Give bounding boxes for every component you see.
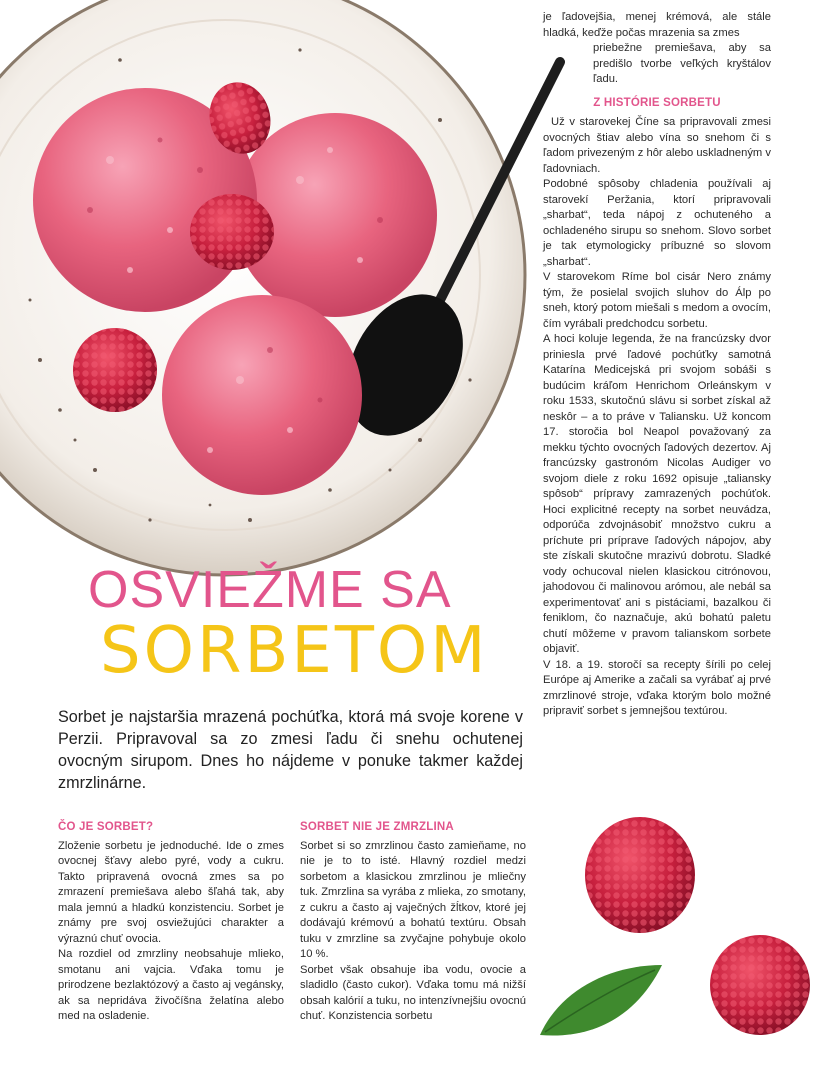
section-heading: SORBET NIE JE ZMRZLINA — [300, 821, 454, 833]
section-sorbet-not-ice-cream — [300, 820, 526, 1025]
paragraph: V starovekom Ríme bol cisár Nero známy tým, že posielal svojich sluhov do Álp po sneh, ktorý potom miešali s medom a ovocím, čím vyrábali predchodcu sorbetu. — [543, 271, 771, 330]
title-line-1: OSVIEŽME SA — [88, 561, 452, 619]
section-what-is-sorbet — [58, 820, 284, 1025]
paragraph: V 18. a 19. storočí sa recepty šírili po celej Európe aj Amerike a začali sa vyrábať aj prvé zmrzlinové stroje, vďaka ktorým bolo možné pripraviť sorbet s jemnejšou textúrou. — [543, 658, 771, 717]
paragraph: Už v starovekej Číne sa pripravovali zmesi ovocných štiav alebo vína so snehom či s ľadom privezeným z hôr alebo uskladneným v ľadovniach. — [543, 116, 771, 175]
paragraph: Zloženie sorbetu je jednoduché. Ide o zmes ovocnej šťavy alebo pyré, vody a cukru. Takto pripravená ovocná zmes sa po zmrazení premiešava alebo šľahá tak, aby mala jemnú a hladkú konzistenciu. Sorbet je známy pre svoj osviežujúci charakter a výraznú chuť ovocia. — [58, 839, 284, 945]
paragraph: Sorbet však obsahuje iba vodu, ovocie a sladidlo (často cukor). Vďaka tomu má nižší obsah kalórií a tuku, no intenzívnejšiu ovocnú chuť. Konzistencia sorbetu — [300, 963, 526, 1022]
title-line-2: SORBETOM — [100, 614, 489, 688]
lead-paragraph: Sorbet je najstaršia mrazená pochúťka, ktorá má svoje korene v Perzii. Pripravoval sa zo zmesi ľadu či snehu ochutenej ovocným sirupom. Dnes ho nájdeme v ponuke takmer každej zmrzlinárne. — [58, 708, 523, 792]
paragraph: Na rozdiel od zmrzliny neobsahuje mlieko, smotanu ani vajcia. Vďaka tomu je prirodzene bezlaktózový a často aj vegánsky, ak sa nepridáva živočíšna želatína alebo med na osladenie. — [58, 948, 284, 1022]
continuation-text: je ľadovejšia, menej krémová, ale stále hladká, keďže počas mrazenia sa zmes — [543, 11, 771, 39]
continuation-text: priebežne premiešava, aby sa predišlo tvorbe veľkých kryštálov ľadu. — [593, 42, 771, 85]
loose-raspberries — [540, 817, 810, 1036]
paragraph: A hoci koluje legenda, že na francúzsky dvor priniesla prvé ľadové pochúťky samotná Katarína Medicejská pri svojom sobáši s budúcim kráľom Henrichom Orleánskym v roku 1533, skutočnú slávu si sorbet získal až neskôr – a to práve v Taliansku. Už koncom 17. storočia bol Neapol považovaný za mekku týchto ovocných ľadových dezertov. Aj francúzsky gastronóm Nicolas Audiger vo svojom diele z roku 1692 opisuje „taliansky spôsob“ prípravy zamrazených pochúťok. Hoci explicitné recepty na sorbet neuvádza, odporúča zdvojnásobiť množstvo cukru a príchute pri príprave ľadových nápojov, aby ste získali skutočne mrazivú dobrotu. Sladké vody ochucoval nielen klasickou citrónovou, jahodovou či malinovou arómou, ale nebál sa experimentovať ani s pistáciami, bazalkou či feniklom, čo naznačuje, akú bohatú paletu chutí môžeme v pravom talianskom sorbete objaviť. — [543, 333, 771, 655]
paragraph: Podobné spôsoby chladenia používali aj starovekí Peržania, ktorí pripravovali „sharbat“, teda nápoj z ochuteného a ochladeného sirupu so snehom. Slovo sorbet je tak etymologicky príbuzné so slovom „sharbat“. — [543, 178, 771, 268]
section-history — [543, 10, 771, 720]
section-heading: Z HISTÓRIE SORBETU — [593, 96, 721, 109]
paragraph: Sorbet si so zmrzlinou často zamieňame, no nie je to to isté. Hlavný rozdiel medzi sorbetom a klasickou zmrzlinou je mliečny tuk. Zmrzlina sa vyrába z mlieka, zo smotany, z cukru a často aj vaječných žĺtkov, ktoré jej dodávajú krémovú a bohatú textúru. Obsah tuku v zmrzline sa zvyčajne pohybuje okolo 10 %. — [300, 839, 526, 960]
section-heading: ČO JE SORBET? — [58, 821, 154, 833]
